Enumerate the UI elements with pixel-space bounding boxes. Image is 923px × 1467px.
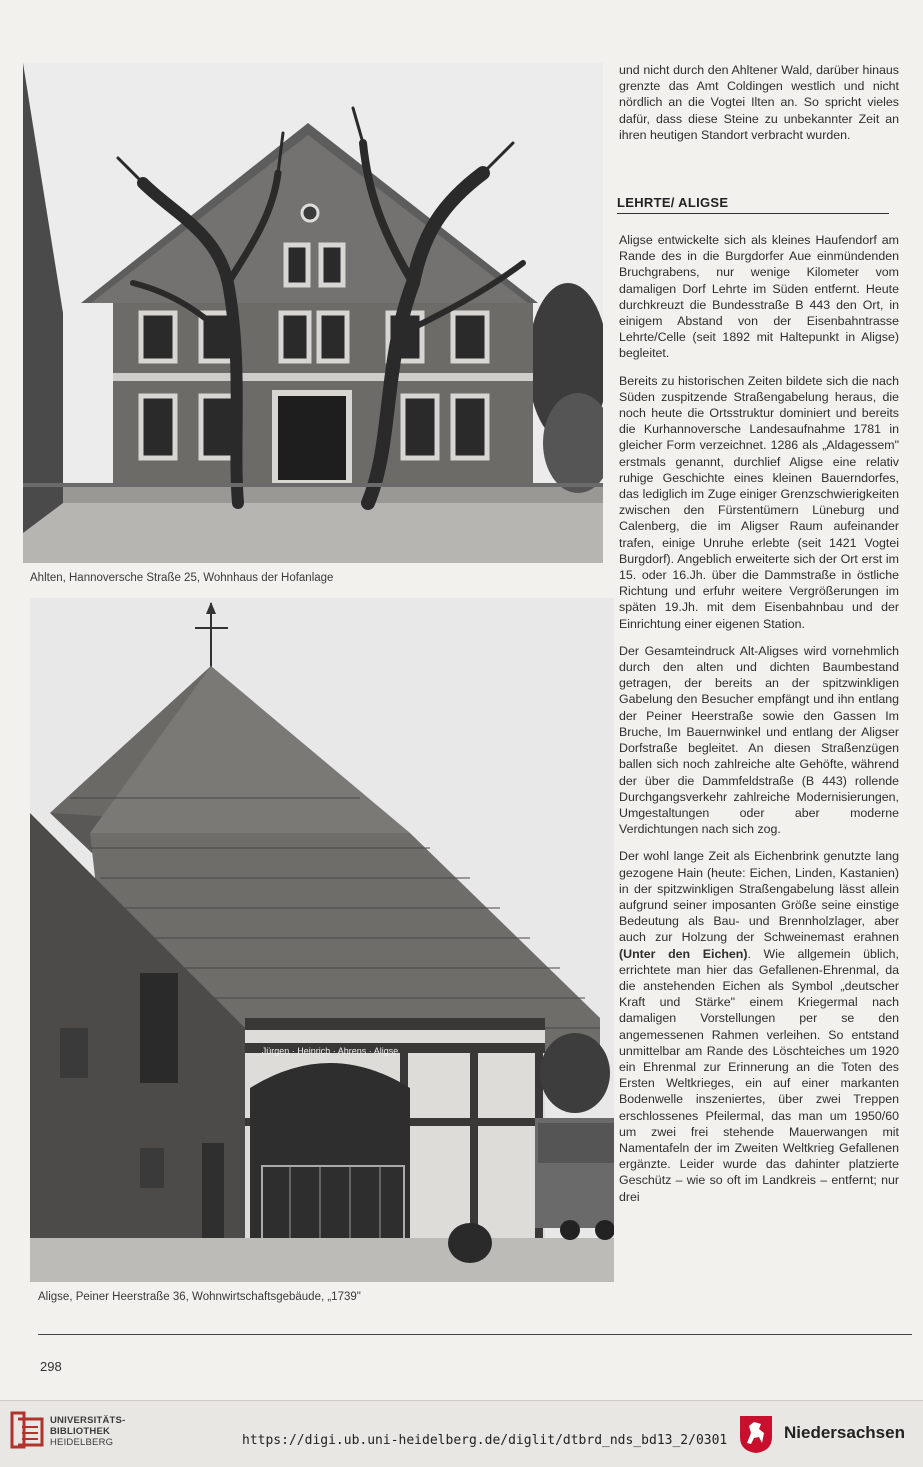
paragraph-1: Aligse entwickelte sich als kleines Haufendorf am Rande des in die Burgdorfer Aue einmündenden Bruchgrabens, nur wenige Kilometer vom damaligen Dorf Lehrte im Süden entfernt. Heute durchkreuzt die Bundesstraße B 443 den Ort, in einigem Abstand von der Eisenbahntrasse Lehrte/Celle (seit 1892 mit Haltepunkt in Aligse) begleitet. <box>619 233 899 361</box>
paragraph-2: Bereits zu historischen Zeiten bildete sich die nach Süden zuspitzende Straßengabelung heraus, die noch heute die Ortsstruktur dominiert und bereits die Kurhannoversche Landesaufnahme 1781 in gleicher Form verzeichnet. 1286 als „Aldagessem" erstmals genannt, durchlief Aligse eine relativ ruhige Geschichte eines kleinen Bauerndorfes, das lediglich im Zuge einiger Grenzschwierigkeiten zwischen den Fürstentümern Lüneburg und Calenberg, die im Aligser Raum aufeinander trafen, einige Unruhe erlebte (seit 1421 Vogtei Burgdorf). Angeblich erweiterte sich der Ort erst im 15. oder 16.Jh. über die Dammstraße in östliche Richtung und erfuhr weitere Vergrößerungen im späten 19.Jh. mit dem Eisenbahnbau und der Einrichtung einer eigenen Station. <box>619 373 899 631</box>
ub-line-2: BIBLIOTHEK <box>50 1426 111 1437</box>
photo-caption-ahlten: Ahlten, Hannoversche Straße 25, Wohnhaus der Hofanlage <box>30 572 334 584</box>
section-heading: LEHRTE/ ALIGSE <box>617 195 889 214</box>
gate-inscription: Jürgen · Heinrich · Ahrens · Aligse <box>261 1046 399 1056</box>
ub-line-3: HEIDELBERG <box>50 1437 114 1448</box>
niedersachsen-horse-icon[interactable] <box>737 1413 775 1455</box>
document-url-link[interactable]: https://digi.ub.uni-heidelberg.de/diglit/dtbrd_nds_bd13_2/0301 <box>242 1433 728 1448</box>
paragraph-4-part-a: Der wohl lange Zeit als Eichenbrink genutzte lang gezogene Hain (heute: Eichen, Linden, Kastanien) in der spitzwinkligen Straßengabelung lässt allein aufgrund seiner imposanten Größe seine einstige Bedeutung als Bau- und Brennholzlager, aber auch zur Holzung der Schweinemast erahnen <box>619 849 899 945</box>
photo-farmhouse-ahlten <box>23 63 603 563</box>
viewer-footer <box>0 1400 923 1467</box>
ub-line-1: UNIVERSITÄTS- <box>50 1415 126 1426</box>
ub-heidelberg-logo-icon[interactable] <box>8 1409 46 1451</box>
paragraph-4-bold-location: (Unter den Eichen) <box>619 946 748 961</box>
text-column-intro <box>619 62 899 154</box>
photo-caption-aligse: Aligse, Peiner Heerstraße 36, Wohnwirtschaftsgebäude, „1739" <box>38 1291 361 1303</box>
page-number: 298 <box>40 1359 62 1374</box>
paragraph-4-part-b: . Wie allgemein üblich, errichtete man hier das Gefallenen-Ehrenmal, da die anstehenden Eichen als Symbol „deutscher Kraft und Stärke" einem Kriegermal nach damaligen Vorstellungen per se den angemessenen Rahmen verleihen. So entstand unmittelbar am Rande des Löschteiches um 1920 ein Ehrenmal zur Erinnerung an die Toten des Ersten Weltkrieges, ein auf einer markanten Bodenwelle inszeniertes, über zwei Treppen erschlossenes Pfeilermal, das man um 1950/60 um zwei frei stehende Mauerwangen mit Namentafeln der im Zweiten Weltkrieg Gefallenen ergänzte. Leider wurde das dahinter platzierte Geschütz – wie so oft im Landkreis – entfernt; nur drei <box>619 946 899 1204</box>
paragraph-intro: und nicht durch den Ahltener Wald, darüber hinaus grenzte das Amt Coldingen westlich und nicht nördlich an die Vogtei Ilten an. So spricht vieles dafür, dass diese Steine zu unbekannter Zeit an ihren heutigen Standort verbracht wurden. <box>619 63 899 142</box>
photo-farm-building-aligse <box>30 598 614 1282</box>
text-column-main <box>619 232 899 1216</box>
footer-rule <box>38 1334 912 1335</box>
paragraph-4 <box>619 848 899 1204</box>
niedersachsen-label[interactable]: Niedersachsen <box>784 1423 905 1442</box>
ub-heidelberg-wordmark[interactable] <box>50 1415 125 1448</box>
paragraph-3: Der Gesamteindruck Alt-Aligses wird vornehmlich durch den alten und dichten Baumbestand getragen, der bereits an der spitzwinkligen Gabelung den Besucher empfängt und ihn entlang der Peiner Heerstraße sowie den Gassen Im Bruche, Im Bauernwinkel und entlang der Aligser Dorfstraße begleitet. An diesen Straßenzügen ballen sich noch zahlreiche alte Gehöfte, während der über die Dammfeldstraße (B 443) rollende Durchgangsverkehr zahlreiche Modernisierungen, Umgestaltungen oder aber moderne Verdichtungen nach sich zog. <box>619 643 899 837</box>
